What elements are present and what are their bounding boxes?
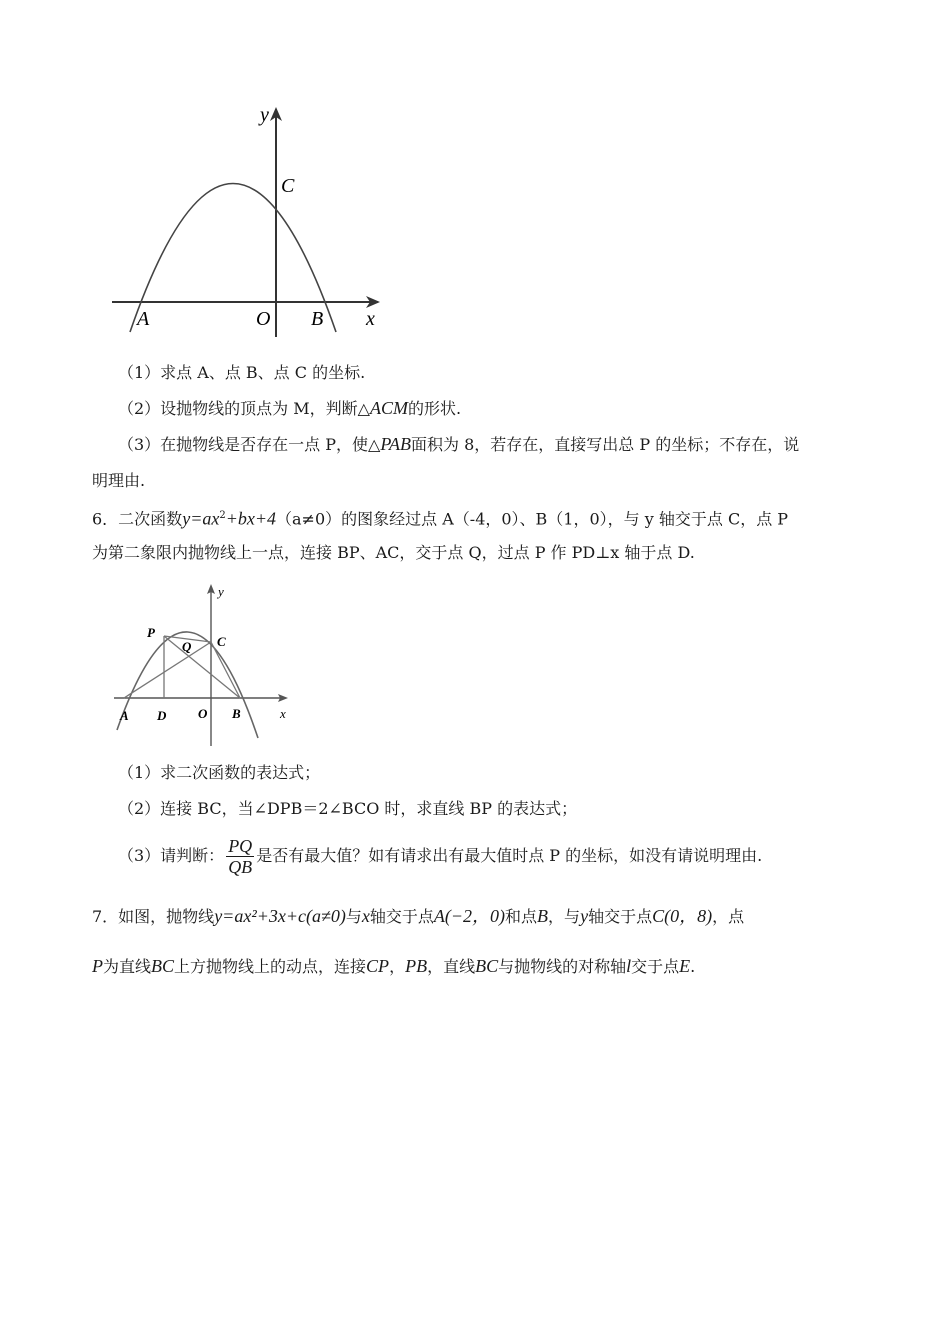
label-C: C (217, 634, 226, 649)
q7-line2 (92, 955, 695, 978)
fraction-numerator: PQ (228, 836, 253, 856)
q7-segment-PB: PB (405, 956, 428, 976)
label-B: B (232, 706, 241, 721)
q6-part3 (118, 834, 762, 878)
q7-axis-l: l (626, 956, 632, 976)
label-B: B (311, 308, 324, 330)
q6-formula-sup: 2 (219, 510, 226, 521)
q7-point-C: C(0，8) (652, 906, 713, 926)
q7-text: 轴交于点 (369, 907, 434, 926)
q5-part3-text: （3）在抛物线是否存在一点 P，使△ (118, 435, 381, 454)
q7-text: ，直线 (427, 957, 476, 976)
segment-PB (164, 636, 240, 698)
q7-point-A: A(−2，0) (433, 906, 506, 926)
label-Q: Q (182, 639, 192, 654)
q7-text: 为直线 (103, 957, 152, 976)
q6-part3-text-end: 是否有最大值？如有请求出有最大值时点 P 的坐标，如没有请说明理由. (256, 846, 763, 865)
label-x: x (366, 308, 375, 330)
q6-part3-text: （3）请判断： (118, 846, 225, 865)
parabola-figure-1 (100, 95, 400, 345)
q5-part3-cont: 明理由. (92, 471, 146, 490)
q6-formula-y: y (182, 508, 191, 529)
q7-text: ，点 (712, 907, 745, 926)
q6-formula-eq: = (190, 508, 203, 529)
q6-formula-x: x (211, 508, 220, 529)
q7-text: 轴交于点 (588, 907, 653, 926)
label-A: A (137, 308, 150, 330)
q7-line-BC: BC (475, 956, 499, 976)
label-y: y (218, 584, 224, 599)
parabola-curve (130, 184, 336, 333)
q7-math-x: x (361, 906, 370, 926)
q7-line1 (92, 905, 744, 928)
q7-point-E: E (679, 956, 691, 976)
q7-point-P: P (92, 956, 103, 976)
label-O: O (198, 706, 208, 721)
q5-part3-text-end: 面积为 8，若存在，直接写出总 P 的坐标；不存在，说 (411, 435, 800, 454)
segment-BC (211, 642, 240, 698)
label-C: C (281, 175, 295, 197)
q5-part1: （1）求点 A、点 B、点 C 的坐标. (118, 363, 366, 382)
q7-text: 上方抛物线上的动点，连接 (174, 957, 367, 976)
q7-text: 7．如图，抛物线 (92, 907, 215, 926)
q6-intro (92, 505, 788, 530)
q7-text: 交于点 (631, 957, 680, 976)
fraction-denominator: QB (228, 857, 253, 877)
label-O: O (256, 308, 271, 330)
q7-formula: y=ax²+3x+c(a≠0) (214, 906, 346, 926)
label-x: x (280, 706, 286, 721)
q5-part2-text-end: 的形状. (407, 399, 462, 418)
q6-part1: （1）求二次函数的表达式； (118, 763, 321, 782)
q6-intro-text-end: （a≠0）的图象经过点 A（-4，0）、B（1，0），与 y 轴交于点 C，点 P (276, 509, 789, 529)
parabola-figure-2 (108, 580, 308, 750)
q7-text: ，与 (548, 907, 581, 926)
segment-AC (124, 642, 211, 698)
q7-math-y: y (580, 906, 589, 926)
label-A: A (120, 708, 129, 723)
label-y: y (260, 104, 269, 126)
q6-formula-rest: +bx+4 (225, 508, 277, 529)
q6-intro-text: 6．二次函数 (92, 509, 183, 529)
q7-text: . (690, 957, 696, 976)
q5-part2-text: （2）设抛物线的顶点为 M，判断△ (118, 399, 370, 418)
q7-point-B: B (537, 906, 549, 926)
q7-text: 与抛物线的对称轴 (498, 957, 627, 976)
q7-text: ， (389, 957, 406, 976)
label-D: D (157, 708, 167, 723)
q6-formula-a: a (202, 508, 212, 529)
q5-part3 (118, 433, 799, 456)
q7-text: 和点 (505, 907, 538, 926)
q6-fraction (226, 836, 254, 877)
q5-part2-math: ACM (369, 398, 408, 418)
q6-part2: （2）连接 BC，当∠DPB＝2∠BCO 时，求直线 BP 的表达式； (118, 799, 578, 818)
q6-intro-line2: 为第二象限内抛物线上一点，连接 BP、AC，交于点 Q，过点 P 作 PD⊥x 轴于点 D. (92, 543, 695, 562)
q7-line-BC: BC (151, 956, 175, 976)
q7-segment-CP: CP (366, 956, 390, 976)
label-P: P (147, 625, 155, 640)
q7-text: 与 (345, 907, 362, 926)
q5-part3-math: PAB (380, 434, 412, 454)
q5-part2 (118, 397, 461, 420)
